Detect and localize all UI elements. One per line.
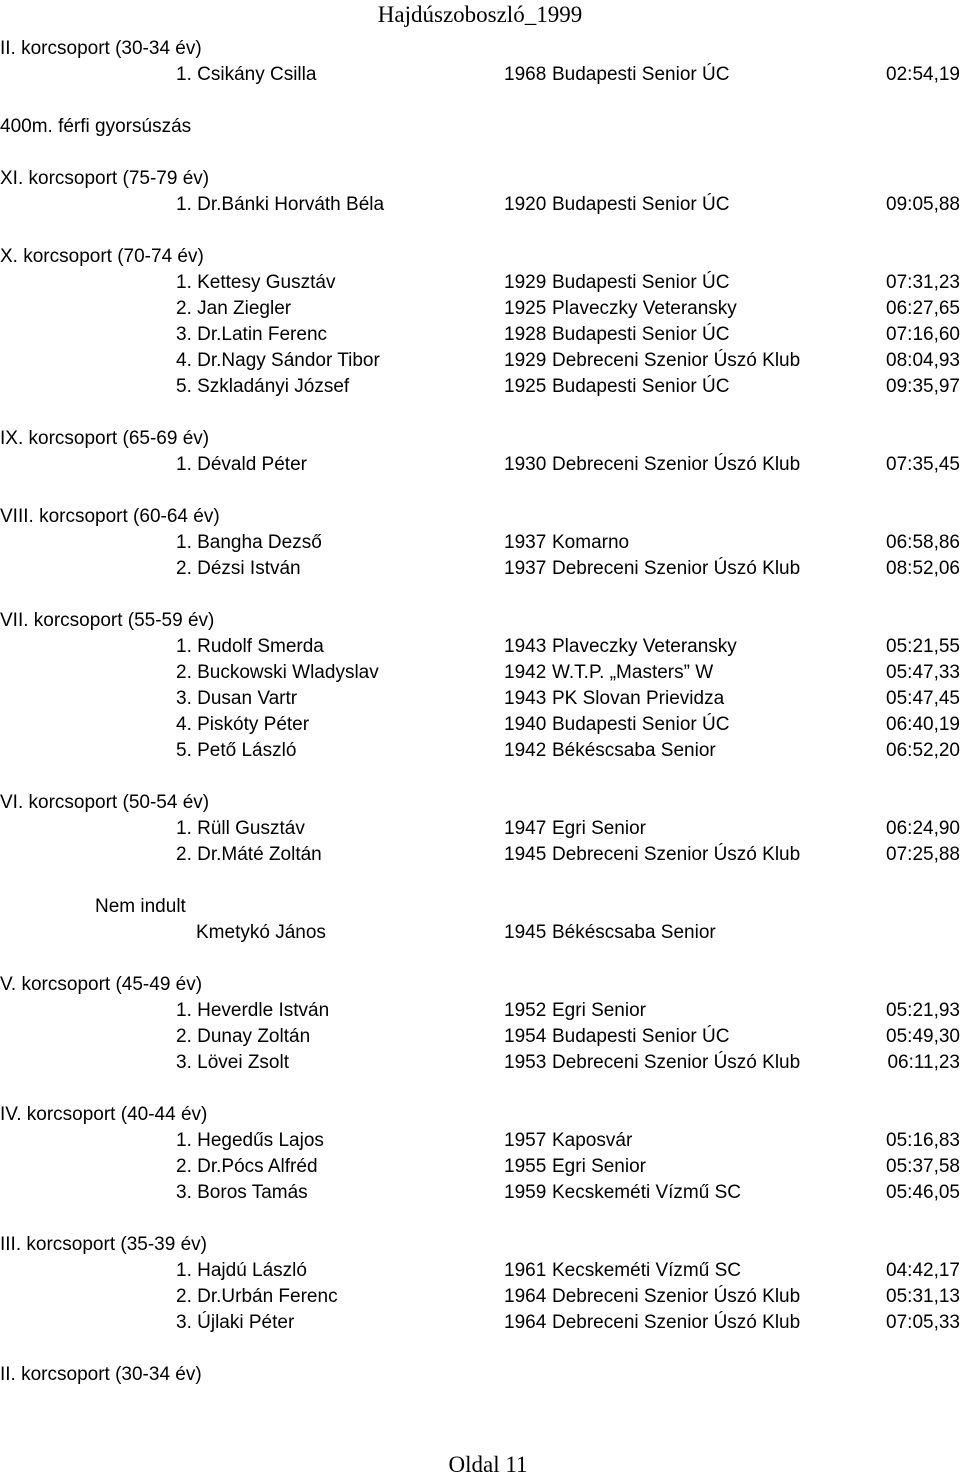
section-heading-row <box>0 1363 960 1387</box>
result-time: 09:05,88 <box>886 194 960 215</box>
club-name: Kecskeméti Vízmű SC <box>552 1260 741 1281</box>
swimmer-name: 1. Dévald Péter <box>176 454 307 475</box>
result-time: 05:47,33 <box>886 662 960 683</box>
section-heading: II. korcsoport (30-34 év) <box>0 1364 202 1385</box>
club-name: Budapesti Senior ÚC <box>552 376 730 397</box>
result-row <box>0 1051 960 1075</box>
club-name: Debreceni Szenior Úszó Klub <box>552 1312 801 1333</box>
section-heading-row <box>0 609 960 633</box>
section-heading: X. korcsoport (70-74 év) <box>0 246 204 267</box>
result-row <box>0 713 960 737</box>
birth-year: 1964 <box>504 1312 547 1333</box>
result-row <box>0 375 960 399</box>
section-heading: V. korcsoport (45-49 év) <box>0 974 203 995</box>
swimmer-name: 4. Piskóty Péter <box>176 714 310 735</box>
birth-year: 1947 <box>504 818 547 839</box>
result-time: 07:35,45 <box>886 454 960 475</box>
result-time: 07:16,60 <box>886 324 960 345</box>
result-row <box>0 687 960 711</box>
club-name: Debreceni Szenior Úszó Klub <box>552 1286 801 1307</box>
result-row <box>0 635 960 659</box>
swimmer-name: 3. Dr.Latin Ferenc <box>176 324 328 345</box>
club-name: Debreceni Szenior Úszó Klub <box>552 350 801 371</box>
result-row <box>0 843 960 867</box>
result-time: 08:04,93 <box>886 350 960 371</box>
result-time: 05:31,13 <box>886 1286 960 1307</box>
result-row <box>0 999 960 1023</box>
club-name: PK Slovan Prievidza <box>552 688 725 709</box>
section-heading: XI. korcsoport (75-79 év) <box>0 168 210 189</box>
section-heading-row <box>0 1233 960 1257</box>
section-heading-row <box>0 505 960 529</box>
swimmer-name: 1. Hajdú László <box>176 1260 307 1281</box>
club-name: Egri Senior <box>552 1000 646 1021</box>
birth-year: 1943 <box>504 688 547 709</box>
result-row <box>0 63 960 87</box>
swimmer-name: 3. Újlaki Péter <box>176 1312 295 1333</box>
result-row <box>0 271 960 295</box>
swimmer-name: 2. Dr.Pócs Alfréd <box>176 1156 318 1177</box>
swimmer-name: Kmetykó János <box>196 922 326 943</box>
section-heading-row <box>0 167 960 191</box>
result-row <box>0 1259 960 1283</box>
section-heading: IX. korcsoport (65-69 év) <box>0 428 210 449</box>
result-row <box>0 1155 960 1179</box>
result-time: 07:05,33 <box>886 1312 960 1333</box>
club-name: Debreceni Szenior Úszó Klub <box>552 558 801 579</box>
result-row <box>0 193 960 217</box>
result-time: 06:24,90 <box>886 818 960 839</box>
section-heading-row <box>0 245 960 269</box>
swimmer-name: 1. Rudolf Smerda <box>176 636 324 657</box>
club-name: W.T.P. „Masters” W <box>552 662 714 683</box>
birth-year: 1942 <box>504 740 547 761</box>
birth-year: 1961 <box>504 1260 547 1281</box>
section-heading-row <box>0 115 960 139</box>
birth-year: 1925 <box>504 298 547 319</box>
swimmer-name: 1. Hegedűs Lajos <box>176 1130 324 1151</box>
page-footer-number: Oldal 11 <box>448 1452 528 1477</box>
section-heading: IV. korcsoport (40-44 év) <box>0 1104 208 1125</box>
swimmer-name: 1. Bangha Dezső <box>176 532 322 553</box>
club-name: Békéscsaba Senior <box>552 922 716 943</box>
club-name: Budapesti Senior ÚC <box>552 324 730 345</box>
section-heading: III. korcsoport (35-39 év) <box>0 1234 207 1255</box>
swimmer-name: 2. Dunay Zoltán <box>176 1026 311 1047</box>
birth-year: 1945 <box>504 844 547 865</box>
result-time: 04:42,17 <box>886 1260 960 1281</box>
result-row <box>0 297 960 321</box>
section-heading: VIII. korcsoport (60-64 év) <box>0 506 220 527</box>
club-name: Komarno <box>552 532 630 553</box>
section-heading-row <box>0 973 960 997</box>
club-name: Békéscsaba Senior <box>552 740 716 761</box>
swimmer-name: 5. Szkladányi József <box>176 376 350 397</box>
club-name: Budapesti Senior ÚC <box>552 1026 730 1047</box>
birth-year: 1959 <box>504 1182 547 1203</box>
section-heading: 400m. férfi gyorsúszás <box>0 116 192 137</box>
section-heading-row <box>0 37 960 61</box>
swimmer-name: 2. Buckowski Wladyslav <box>176 662 379 683</box>
result-time: 02:54,19 <box>886 64 960 85</box>
result-row <box>0 557 960 581</box>
result-row <box>0 661 960 685</box>
birth-year: 1955 <box>504 1156 547 1177</box>
result-time: 05:49,30 <box>886 1026 960 1047</box>
swimmer-name: 4. Dr.Nagy Sándor Tibor <box>176 350 380 371</box>
not-started-heading-row <box>0 895 960 919</box>
result-time: 07:31,23 <box>886 272 960 293</box>
section-heading-row <box>0 791 960 815</box>
swimmer-name: 2. Dr.Urbán Ferenc <box>176 1286 338 1307</box>
section-heading: II. korcsoport (30-34 év) <box>0 38 202 59</box>
result-time: 06:58,86 <box>886 532 960 553</box>
swimmer-name: 2. Jan Ziegler <box>176 298 292 319</box>
result-row <box>0 531 960 555</box>
section-heading-row <box>0 427 960 451</box>
birth-year: 1937 <box>504 532 547 553</box>
section-heading: VII. korcsoport (55-59 év) <box>0 610 215 631</box>
birth-year: 1942 <box>504 662 547 683</box>
club-name: Debreceni Szenior Úszó Klub <box>552 844 801 865</box>
club-name: Budapesti Senior ÚC <box>552 64 730 85</box>
club-name: Budapesti Senior ÚC <box>552 194 730 215</box>
birth-year: 1964 <box>504 1286 547 1307</box>
club-name: Kaposvár <box>552 1130 633 1151</box>
club-name: Debreceni Szenior Úszó Klub <box>552 454 801 475</box>
swimmer-name: 1. Rüll Gusztáv <box>176 818 305 839</box>
birth-year: 1929 <box>504 350 547 371</box>
birth-year: 1945 <box>504 922 547 943</box>
not-started-label: Nem indult <box>95 896 186 917</box>
page-header-title: Hajdúszoboszló_1999 <box>377 2 583 27</box>
birth-year: 1929 <box>504 272 547 293</box>
club-name: Plaveczky Veteransky <box>552 298 737 319</box>
club-name: Egri Senior <box>552 818 646 839</box>
result-time: 05:16,83 <box>886 1130 960 1151</box>
swimmer-name: 2. Dr.Máté Zoltán <box>176 844 322 865</box>
club-name: Debreceni Szenior Úszó Klub <box>552 1052 801 1073</box>
swimmer-name: 5. Pető László <box>176 740 297 761</box>
result-time: 05:46,05 <box>886 1182 960 1203</box>
result-time: 05:21,93 <box>886 1000 960 1021</box>
result-time: 06:52,20 <box>886 740 960 761</box>
section-heading: VI. korcsoport (50-54 év) <box>0 792 210 813</box>
birth-year: 1943 <box>504 636 547 657</box>
not-started-entry-row <box>0 921 960 945</box>
birth-year: 1953 <box>504 1052 547 1073</box>
club-name: Plaveczky Veteransky <box>552 636 737 657</box>
swimmer-name: 1. Kettesy Gusztáv <box>176 272 336 293</box>
section-heading-row <box>0 1103 960 1127</box>
swimmer-name: 1. Dr.Bánki Horváth Béla <box>176 194 385 215</box>
result-row <box>0 817 960 841</box>
swimmer-name: 3. Boros Tamás <box>176 1182 308 1203</box>
result-row <box>0 1285 960 1309</box>
birth-year: 1957 <box>504 1130 547 1151</box>
result-row <box>0 1025 960 1049</box>
result-row <box>0 1129 960 1153</box>
result-row <box>0 1181 960 1205</box>
birth-year: 1930 <box>504 454 547 475</box>
swimmer-name: 1. Heverdle István <box>176 1000 330 1021</box>
swimmer-name: 3. Lövei Zsolt <box>176 1052 289 1073</box>
club-name: Budapesti Senior ÚC <box>552 272 730 293</box>
birth-year: 1952 <box>504 1000 547 1021</box>
result-time: 06:11,23 <box>887 1052 960 1073</box>
result-time: 08:52,06 <box>886 558 960 579</box>
club-name: Egri Senior <box>552 1156 646 1177</box>
swimmer-name: 2. Dézsi István <box>176 558 301 579</box>
result-row <box>0 323 960 347</box>
result-row <box>0 349 960 373</box>
result-time: 07:25,88 <box>886 844 960 865</box>
club-name: Kecskeméti Vízmű SC <box>552 1182 741 1203</box>
result-time: 09:35,97 <box>886 376 960 397</box>
birth-year: 1954 <box>504 1026 547 1047</box>
swimmer-name: 3. Dusan Vartr <box>176 688 298 709</box>
result-row <box>0 739 960 763</box>
result-time: 05:37,58 <box>886 1156 960 1177</box>
result-time: 05:47,45 <box>886 688 960 709</box>
birth-year: 1940 <box>504 714 547 735</box>
birth-year: 1920 <box>504 194 547 215</box>
result-time: 06:27,65 <box>886 298 960 319</box>
result-row <box>0 453 960 477</box>
birth-year: 1937 <box>504 558 547 579</box>
swimmer-name: 1. Csikány Csilla <box>176 64 317 85</box>
birth-year: 1928 <box>504 324 547 345</box>
birth-year: 1968 <box>504 64 547 85</box>
result-row <box>0 1311 960 1335</box>
result-time: 06:40,19 <box>886 714 960 735</box>
result-time: 05:21,55 <box>886 636 960 657</box>
birth-year: 1925 <box>504 376 547 397</box>
club-name: Budapesti Senior ÚC <box>552 714 730 735</box>
